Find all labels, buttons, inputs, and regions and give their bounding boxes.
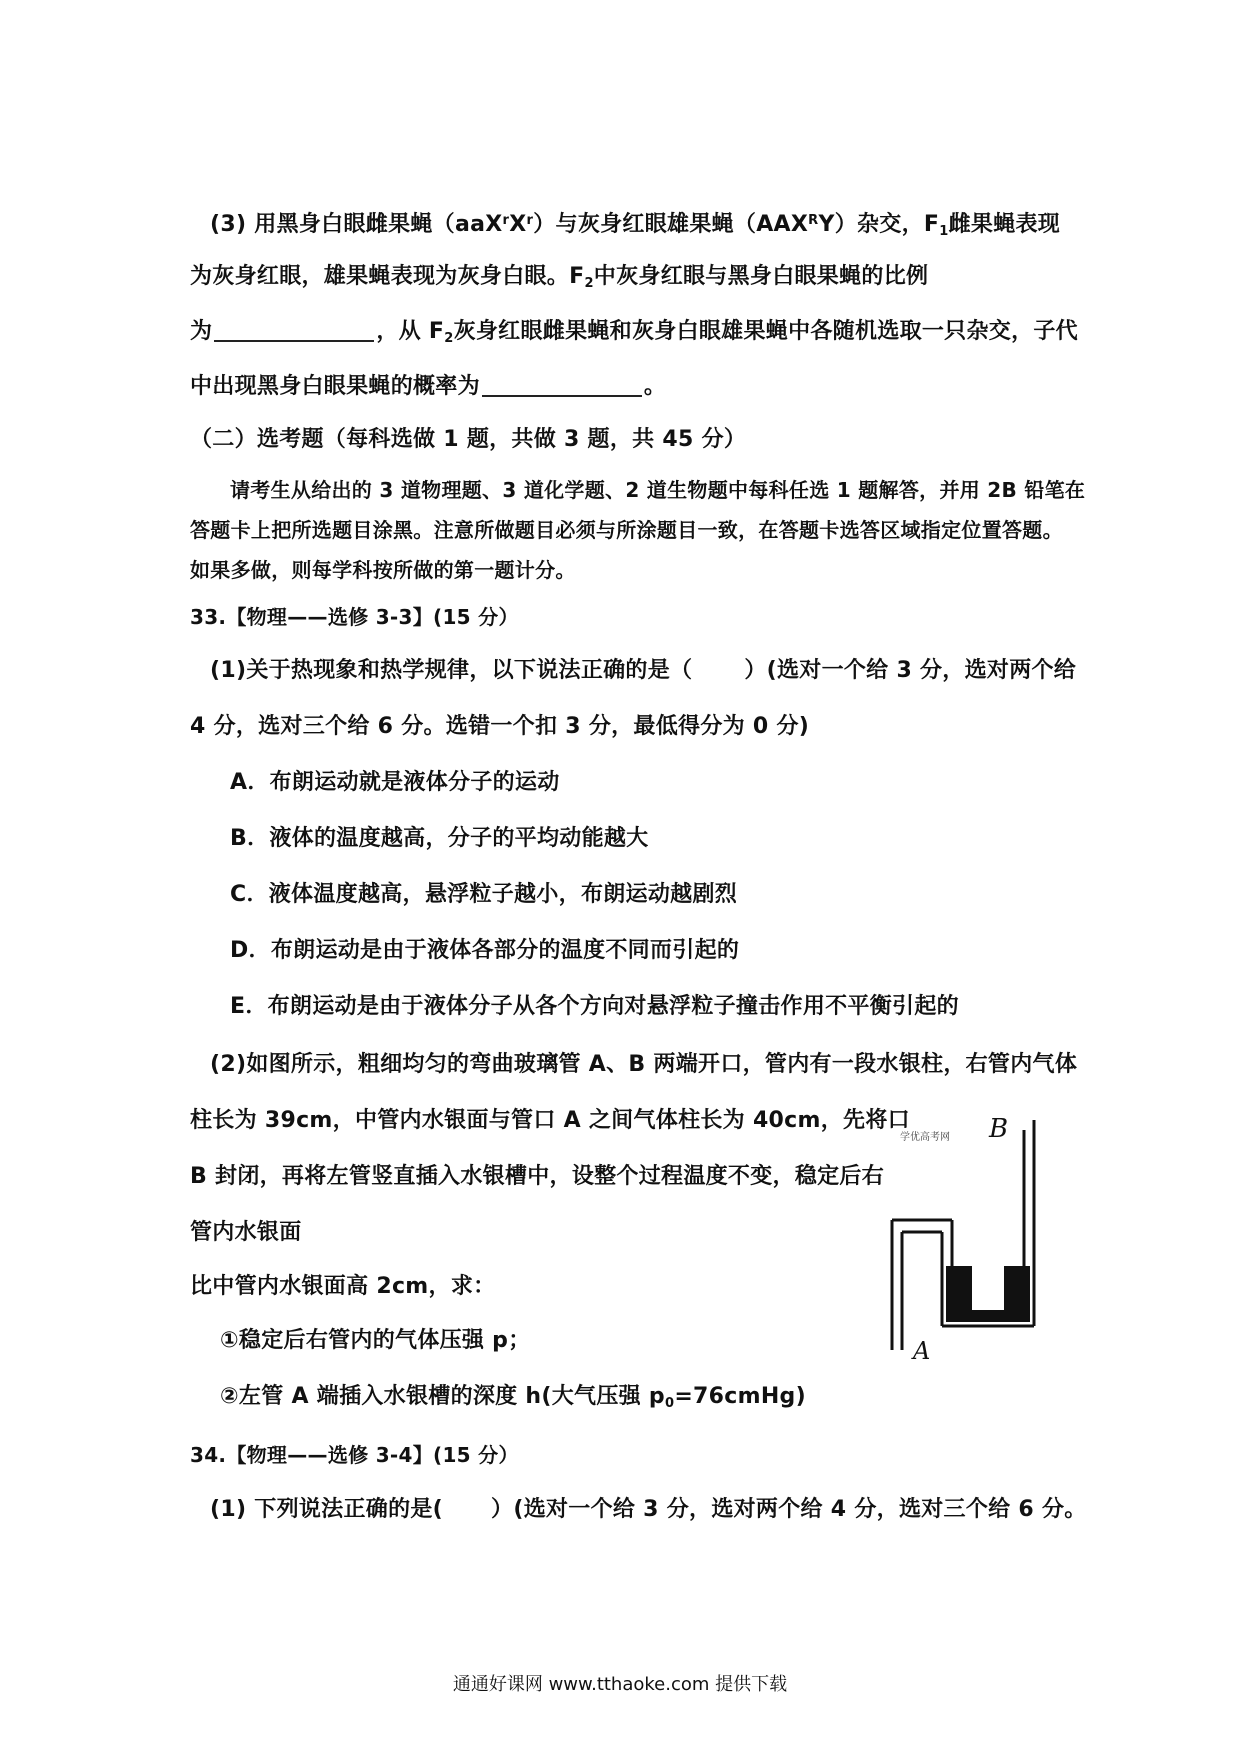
q33-part2-line-1: (2)如图所示，粗细均匀的弯曲玻璃管 A、B 两端开口，管内有一段水银柱，右管内气体 [210,1052,1078,1077]
option-a: A．布朗运动就是液体分子的运动 [230,770,560,795]
section-instruction-2: 答题卡上把所选题目涂黑。注意所做题目必须与所涂题目一致，在答题卡选答区域指定位置答题。 [190,518,1063,542]
mercury-right-tube [1004,1266,1030,1322]
option-c: C．液体温度越高，悬浮粒子越小，布朗运动越剧烈 [230,882,738,907]
q33-part2-line-3: B 封闭，再将左管竖直插入水银槽中，设整个过程温度不变，稳定后右 [190,1164,885,1189]
diagram-watermark: 学优高考网 [900,1132,950,1143]
q3-line-2: 为灰身红眼，雄果蝇表现为灰身白眼。$F_2$中灰身红眼与黑身白眼果蝇的比例 [190,264,929,291]
answer-blank-ratio[interactable] [214,318,374,342]
q34-part1-line-1: (1) 下列说法正确的是( ）(选对一个给 3 分，选对两个给 4 分，选对三个给 6 分。 [210,1497,1087,1522]
option-d: D．布朗运动是由于液体各部分的温度不同而引起的 [230,938,740,963]
q33-part2-line-5: 比中管内水银面高 2cm，求： [190,1274,496,1299]
q33-subquestion-1: ①稳定后右管内的气体压强 p； [220,1328,531,1353]
page-footer: 通通好课网 www.tthaoke.com 提供下载 [452,1674,788,1695]
q33-part2-line-2: 柱长为 39cm，中管内水银面与管口 A 之间气体柱长为 40cm，先将口 [190,1108,910,1133]
q33-subquestion-2: ②左管 A 端插入水银槽的深度 h(大气压强 $p_0=76cmHg$) [220,1384,806,1411]
option-b: B．液体的温度越高，分子的平均动能越大 [230,826,649,851]
q33-part1-line-2: 4 分，选对三个给 6 分。选错一个扣 3 分，最低得分为 0 分) [190,714,810,739]
section-instruction-1: 请考生从给出的 3 道物理题、3 道化学题、2 道生物题中每科任选 1 题解答，并用 2B 铅笔在 [230,478,1086,502]
section-title: （二）选考题（每科选做 1 题，共做 3 题，共 45 分） [190,427,747,452]
q33-header: 33.【物理——选修 3-3】(15 分） [190,605,519,629]
q3-line-1: (3) 用黑身白眼雌果蝇$(aaX^rX^r)$与灰身红眼雄果蝇$(AAX^RY)$杂交，$F_1$雌果蝇表现 [210,212,1061,239]
q3-line-3: 为 ，从 $F_2$灰身红眼雌果蝇和灰身白眼雄果蝇中各随机选取一只杂交，子代 [190,319,1078,346]
section-instruction-3: 如果多做，则每学科按所做的第一题计分。 [190,558,576,582]
answer-blank-probability[interactable] [482,373,642,397]
option-e: E．布朗运动是由于液体分子从各个方向对悬浮粒子撞击作用不平衡引起的 [230,994,959,1019]
mercury-middle-tube [946,1266,972,1322]
tube-label-b: B [989,1114,1009,1144]
q33-part1-line-1: (1)关于热现象和热学规律，以下说法正确的是（ ）(选对一个给 3 分，选对两个给 [210,658,1077,683]
u-tube-diagram [880,1120,1060,1360]
tube-label-a: A [913,1337,931,1365]
q33-part2-line-4: 管内水银面 [190,1220,302,1245]
q34-header: 34.【物理——选修 3-4】(15 分） [190,1443,519,1467]
q3-line-4: 中出现黑身白眼果蝇的概率为 。 [190,374,667,399]
